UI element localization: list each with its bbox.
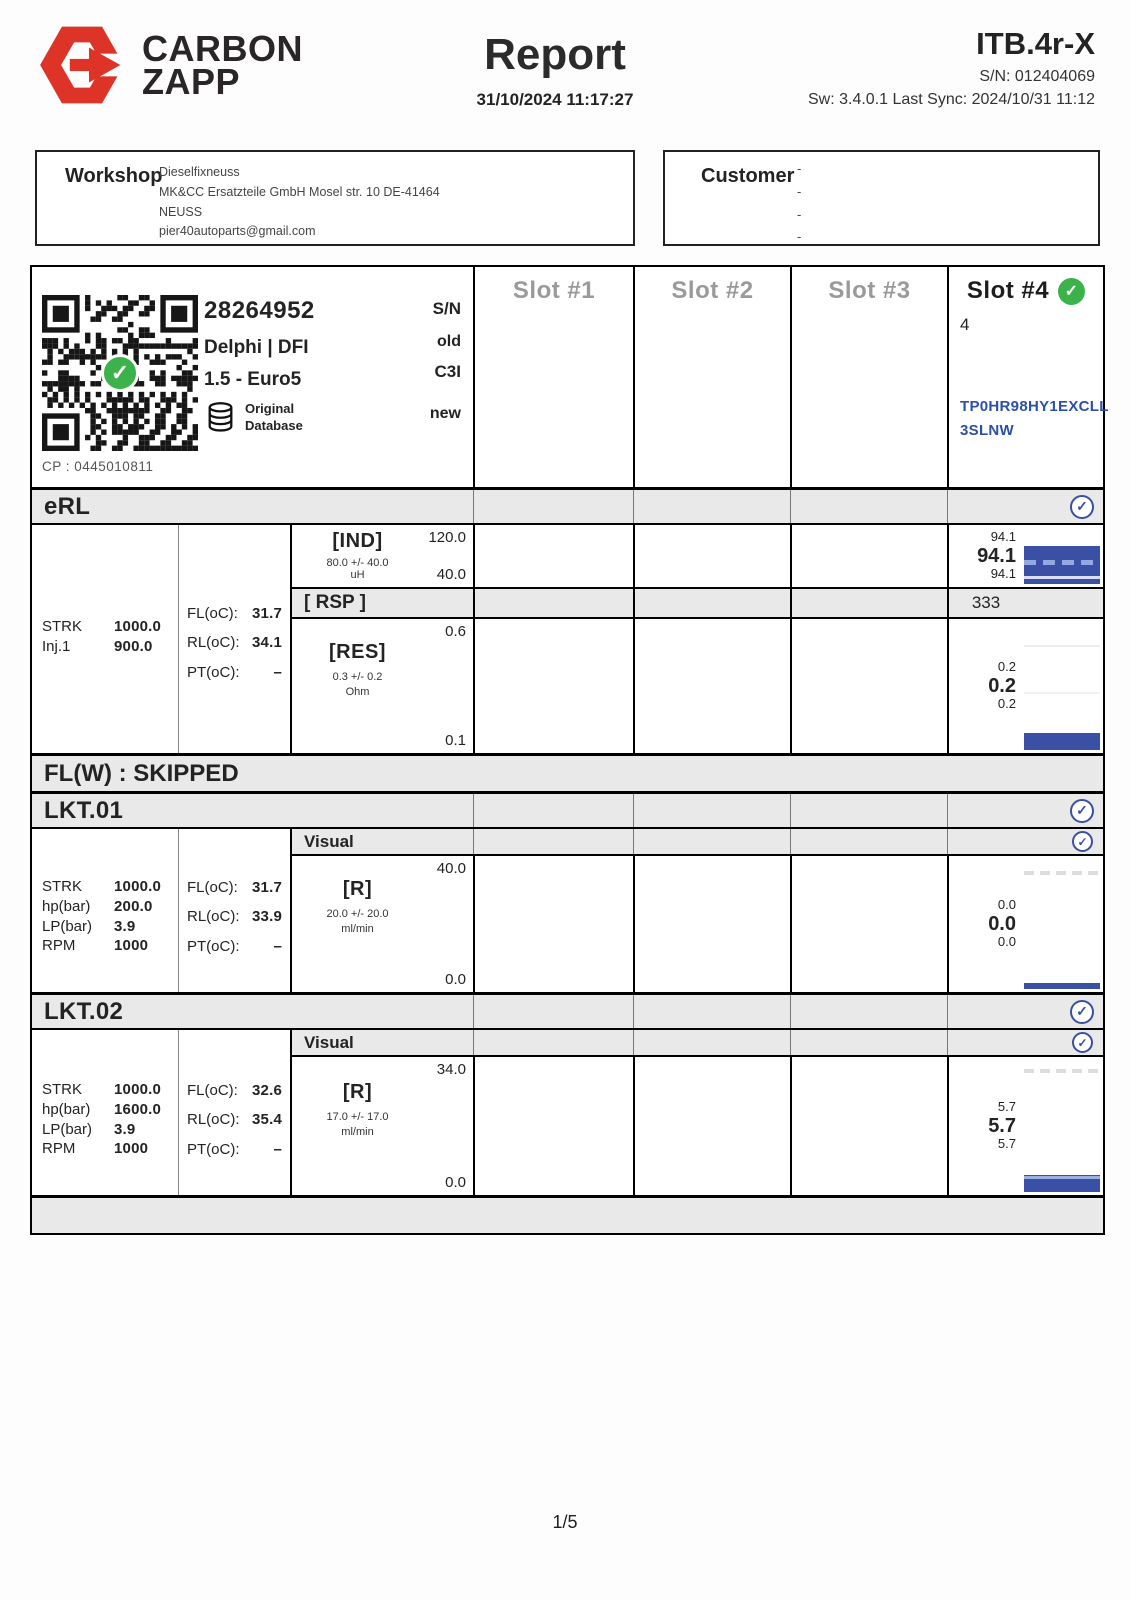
lkt01-temps-cell (179, 829, 292, 992)
lkt02-r-test-row (292, 1057, 1103, 1195)
slot1-header-cell (473, 267, 633, 487)
lkt02-pass-check-icon (1070, 1000, 1094, 1024)
lkt02-r-scale-max: 34.0 (436, 1061, 466, 1078)
lkt02-r-spec: 17.0 +/- 17.0 (326, 1111, 389, 1123)
erl-pass-cell (947, 490, 1103, 523)
slot3-header-cell (790, 267, 947, 487)
lkt02-section-title: LKT.02 (44, 997, 124, 1025)
lkt01-r-slot4-result: 0.0 0.0 0.0 (947, 856, 1103, 992)
rsp-test-name: [ RSP ] (304, 592, 366, 613)
database-badge (204, 401, 404, 434)
device-software-sync: Sw: 3.4.0.1 Last Sync: 2024/10/31 11:12 (807, 91, 1095, 108)
lkt01-r-spec: 20.0 +/- 20.0 (326, 908, 389, 920)
device-serial: S/N: 012404069 (979, 68, 1095, 85)
lkt02-params: STRK 1000.0 hp(bar) 1600.0 LP(bar) 3.9 RPM 1000 (42, 1081, 162, 1158)
lkt01-visual-pass-cell (947, 829, 1103, 854)
qr-ok-check-icon (101, 354, 139, 392)
sn-old-label: old (437, 333, 461, 350)
injector-part-number: 28264952 (204, 297, 315, 324)
workshop-label: Workshop (65, 165, 163, 187)
slot4-title-wrap (949, 267, 1103, 305)
lkt01-section-title: LKT.01 (44, 796, 124, 824)
res-scale-max: 0.6 (445, 623, 466, 640)
lkt01-body (32, 829, 1103, 992)
device-name: ITB.4r-X (976, 26, 1095, 61)
lkt02-temps: FL(oC): 32.6 RL(oC): 35.4 PT(oC): – (187, 1082, 282, 1158)
ind-scale-max: 120.0 (428, 529, 466, 546)
ind-scale-min: 40.0 (436, 566, 466, 583)
slot2-header-cell (633, 267, 790, 487)
customer-details: - - - - (797, 161, 802, 245)
slot2-title: Slot #2 (671, 277, 754, 304)
customer-label: Customer (701, 165, 795, 187)
res-gauge (1024, 622, 1100, 750)
lkt02-r-scale-min: 0.0 (445, 1174, 466, 1191)
lkt01-visual-check-icon (1072, 831, 1093, 852)
lkt02-visual-strip (292, 1030, 1103, 1057)
customer-box (663, 150, 1100, 246)
workshop-details: Dieselfixneuss MK&CC Ersatzteile GmbH Mosel str. 10 DE-41464 NEUSS pier40autoparts@gmail.com (159, 165, 440, 239)
lkt02-r-slot4-result: 5.7 5.7 5.7 (947, 1057, 1103, 1195)
res-slot4-result: 0.2 0.2 0.2 (947, 619, 1103, 753)
sn-column (430, 299, 461, 423)
ind-slot4-result: 94.1 94.1 94.1 (947, 525, 1103, 587)
res-scale-min: 0.1 (445, 732, 466, 749)
lkt02-body (32, 1030, 1103, 1195)
lkt01-r-test-row (292, 856, 1103, 992)
ind-test-name: [IND] (332, 530, 383, 552)
erl-temps: FL(oC): 31.7 RL(oC): 34.1 PT(oC): – (187, 605, 282, 681)
lkt02-visual-label: Visual (304, 1032, 354, 1052)
lkt01-section-bar (32, 791, 1103, 829)
sn-old-value: C3I (434, 362, 461, 381)
lkt02-r-test-block (292, 1057, 473, 1195)
lkt01-pass-check-icon (1070, 799, 1094, 823)
rsp-slot4-result: 333 (947, 589, 1103, 617)
rsp-test-row (292, 587, 1103, 617)
lkt01-pass-cell (947, 794, 1103, 827)
lkt01-params-cell (32, 829, 179, 992)
erl-params-cell (32, 525, 179, 753)
lkt02-section-bar (32, 992, 1103, 1030)
page-number: 1/5 (552, 1512, 578, 1532)
lkt01-r-gauge (1024, 859, 1100, 989)
slot4-injector-number: 4 (960, 315, 970, 334)
brand-text: CARBON ZAPP (142, 27, 303, 102)
ind-test-row (292, 525, 1103, 587)
lkt01-r-scale-min: 0.0 (445, 971, 466, 988)
lkt02-r-unit: ml/min (341, 1126, 374, 1138)
lkt02-params-cell (32, 1030, 179, 1195)
lkt02-visual-pass-cell (947, 1030, 1103, 1055)
bottom-spacer-bar (32, 1195, 1103, 1233)
lkt01-params: STRK 1000.0 hp(bar) 200.0 LP(bar) 3.9 RPM 1000 (42, 878, 162, 955)
lkt02-pass-cell (947, 995, 1103, 1028)
slot1-title: Slot #1 (512, 277, 596, 304)
database-label: Original Database (245, 401, 303, 433)
erl-section-bar (32, 487, 1103, 525)
carbon-zapp-logo-icon (38, 24, 126, 106)
ind-gauge (1024, 528, 1100, 584)
res-test-unit: Ohm (345, 686, 370, 698)
lkt02-r-name: [R] (342, 1081, 373, 1103)
res-test-name: [RES] (329, 641, 386, 663)
lkt02-temps-cell (179, 1030, 292, 1195)
erl-params: STRK 1000.0 Inj.1 900.0 (42, 618, 162, 655)
res-test-row (292, 617, 1103, 753)
qr-code (42, 295, 198, 451)
report-header (390, 30, 720, 110)
workshop-box (35, 150, 635, 246)
res-test-spec: 0.3 +/- 0.2 (332, 671, 383, 683)
erl-body (32, 525, 1103, 753)
sn-new-label: new (429, 405, 461, 422)
injector-brand: Delphi | DFI (204, 337, 309, 358)
slot-header-row (32, 267, 1109, 487)
slot4-header-cell (947, 267, 1109, 487)
ind-test-unit: uH (350, 569, 365, 581)
report-datetime: 31/10/2024 11:17:27 (476, 90, 634, 109)
lkt02-r-gauge (1024, 1060, 1100, 1192)
slot4-ok-check-icon (1058, 278, 1085, 305)
slot4-injector-code: TP0HR98HY1EXCLL 3SLNW (960, 398, 1109, 439)
ind-test-block (292, 525, 473, 587)
lkt02-visual-check-icon (1072, 1032, 1093, 1053)
lkt01-visual-strip (292, 829, 1103, 856)
results-table (30, 265, 1109, 1235)
database-icon (204, 401, 237, 434)
cp-number: CP : 0445010811 (42, 459, 154, 474)
flw-skipped-title: FL(W) : SKIPPED (44, 759, 239, 787)
erl-pass-check-icon (1070, 495, 1094, 519)
lkt01-r-test-block (292, 856, 473, 992)
lkt01-temps: FL(oC): 31.7 RL(oC): 33.9 PT(oC): – (187, 879, 282, 955)
flw-skipped-bar (32, 753, 1103, 791)
page-title: Report (484, 30, 626, 79)
erl-temps-cell (179, 525, 292, 753)
res-test-block (292, 619, 473, 753)
lkt01-r-name: [R] (342, 878, 373, 900)
ind-test-spec: 80.0 +/- 40.0 (326, 557, 389, 569)
carbon-zapp-logo (38, 24, 303, 106)
injector-category: 1.5 - Euro5 (204, 369, 302, 390)
slot3-title: Slot #3 (828, 277, 911, 304)
injector-identity (204, 297, 404, 434)
slot4-title: Slot #4 (966, 277, 1050, 304)
erl-section-title: eRL (44, 492, 91, 520)
lkt01-r-unit: ml/min (341, 923, 374, 935)
injector-info-cell (32, 267, 473, 487)
device-info (808, 26, 1095, 109)
lkt01-r-scale-max: 40.0 (436, 860, 466, 877)
sn-label: S/N (432, 299, 461, 318)
lkt01-visual-label: Visual (304, 831, 354, 851)
